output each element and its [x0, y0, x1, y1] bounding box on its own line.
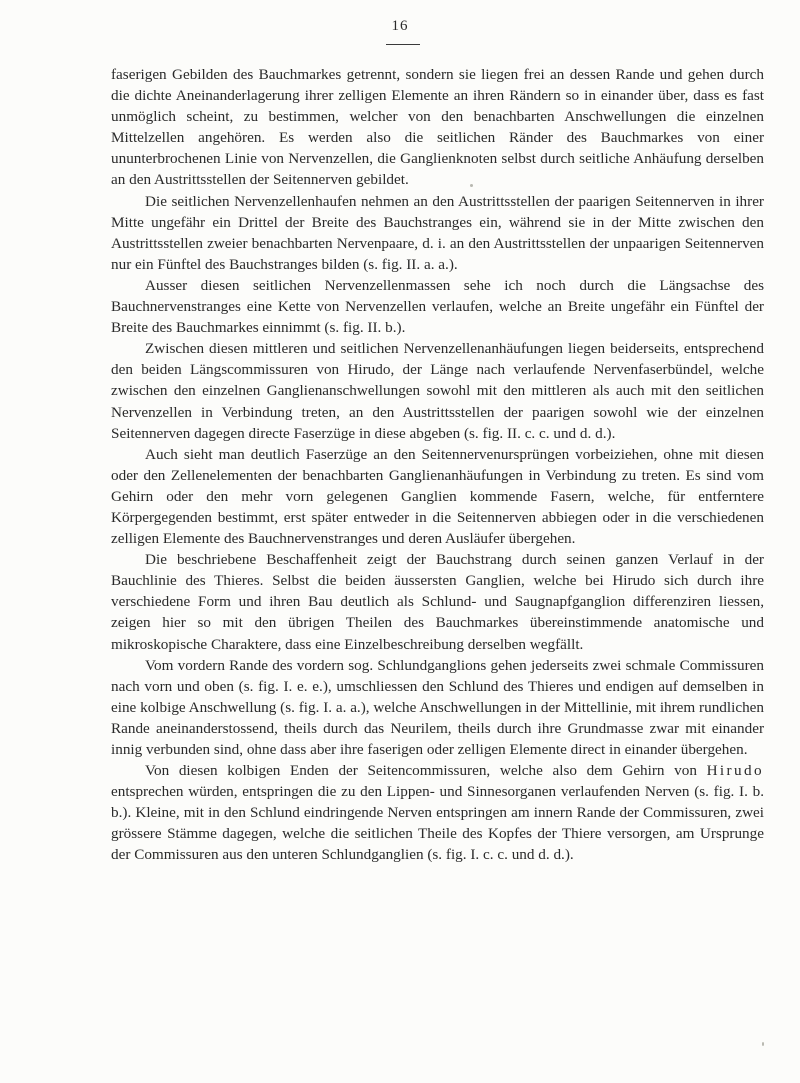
genus-name: Hirudo [706, 762, 764, 780]
paragraph: Die seitlichen Nervenzellenhaufen nehmen an den Austrittsstellen der paarigen Seitennerven in ihrer Mitte ungefähr ein Drittel der Breite des Bauchstranges ein, während sie in der Mitte zwischen den Austrittsstellen zweier benachbarten Nervenpaare, d. i. an den Austrittsstellen der unpaarigen Seitennerven nur ein Fünftel des Bauchstranges bilden (s. fig. II. a. a.). [111, 192, 764, 273]
paragraph: Vom vordern Rande des vordern sog. Schlundganglions gehen jederseits zwei schmale Commissuren nach vorn und oben (s. fig. I. e. e.), umschliessen den Schlund des Thieres und endigen auf demselben in eine kolbige Anschwellung (s. fig. I. a. a.), welche Anschwellungen in der Mittellinie, mit ihrem rundlichen Rande aneinanderstossend, theils durch das Neurilem, theils durch ihre Grundmasse zwar mit einander innig verbunden sind, ohne dass aber ihre faserigen oder zelligen Elemente direct in einander übergehen. [111, 656, 764, 758]
paragraph-text: Von diesen kolbigen Enden der Seitencommissuren, welche also dem Gehirn von [145, 762, 707, 780]
paragraph: Zwischen diesen mittleren und seitlichen Nervenzellenanhäufungen liegen beiderseits, entsprechend den beiden Längscommissuren von Hirudo, der Länge nach verlaufende Nervenfaserbündel, welche zwischen den einzelnen Ganglienanschwellungen sowohl mit den mittleren als auch mit den seitlichen Nervenzellen in Verbindung treten, an den Austrittsstellen der paarigen sowohl wie der einzelnen Seitennerven dagegen directe Faserzüge in diese abgeben (s. fig. II. c. c. und d. d.). [111, 340, 764, 442]
paragraph-text: entsprechen würden, entspringen die zu den Lippen- und Sinnesorganen verlaufenden Nerven (s. fig. I. b. b.). Kleine, mit in den Schlund eindringende Nerven entspringen am innern Rande der Commissuren, zwei grössere Stämme dagegen, welche die seitlichen Theile des Kopfes der Thiere versorgen, am Ursprunge der Commissuren aus den unteren Schlundganglien (s. fig. I. c. c. und d. d.). [111, 783, 764, 864]
body-text [111, 64, 764, 866]
header-rule [386, 44, 420, 45]
paragraph: faserigen Gebilden des Bauchmarkes getrennt, sondern sie liegen frei an dessen Rande und gehen durch die dichte Aneinanderlagerung ihrer zelligen Elemente an ihren Rändern so in einander über, dass es fast unmöglich scheint, zu bestimmen, welcher von den benachbarten Anschwellungen die einzelnen Mittelzellen angehören. Es werden also die seitlichen Ränder des Bauchmarkes von einer ununterbrochenen Linie von Nervenzellen, die Ganglienknoten selbst durch seitliche Anhäufung derselben an den Austrittsstellen der Seitennerven gebildet. [111, 66, 764, 189]
paragraph: Auch sieht man deutlich Faserzüge an den Seitennervenursprüngen vorbeiziehen, ohne mit diesen oder den Zellenelementen der benachbarten Ganglienanhäufungen in Verbindung zu treten. Es sind vom Gehirn oder den mehr vorn gelegenen Ganglien kommende Fasern, welche, für entferntere Körpergegenden bestimmt, erst später entweder in die Seitennerven abbiegen oder in die verschiedenen zelligen Elemente des Bauchnervenstranges und deren Ausläufer übergehen. [111, 445, 764, 548]
paper-speck [762, 1042, 764, 1046]
paragraph [111, 760, 764, 865]
paragraph: Ausser diesen seitlichen Nervenzellenmassen sehe ich noch durch die Längsachse des Bauchnervenstranges eine Kette von Nervenzellen verlaufen, welche an Breite ungefähr ein Fünftel der Breite des Bauchmarkes einnimmt (s. fig. II. b.). [111, 276, 764, 337]
page-number: 16 [391, 18, 409, 34]
paragraph: Die beschriebene Beschaffenheit zeigt der Bauchstrang durch seinen ganzen Verlauf in der Bauchlinie des Thieres. Selbst die beiden äussersten Ganglien, welche bei Hirudo sich durch ihre verschiedene Form und ihren Bau deutlich als Schlund- und Saugnapfganglion differenziren liessen, zeigen hier so mit den übrigen Theilen des Bauchmarkes übereinstimmende anatomische und mikroskopische Charaktere, dass eine Einzelbeschreibung derselben wegfällt. [111, 551, 764, 653]
paper-speck [470, 184, 473, 187]
